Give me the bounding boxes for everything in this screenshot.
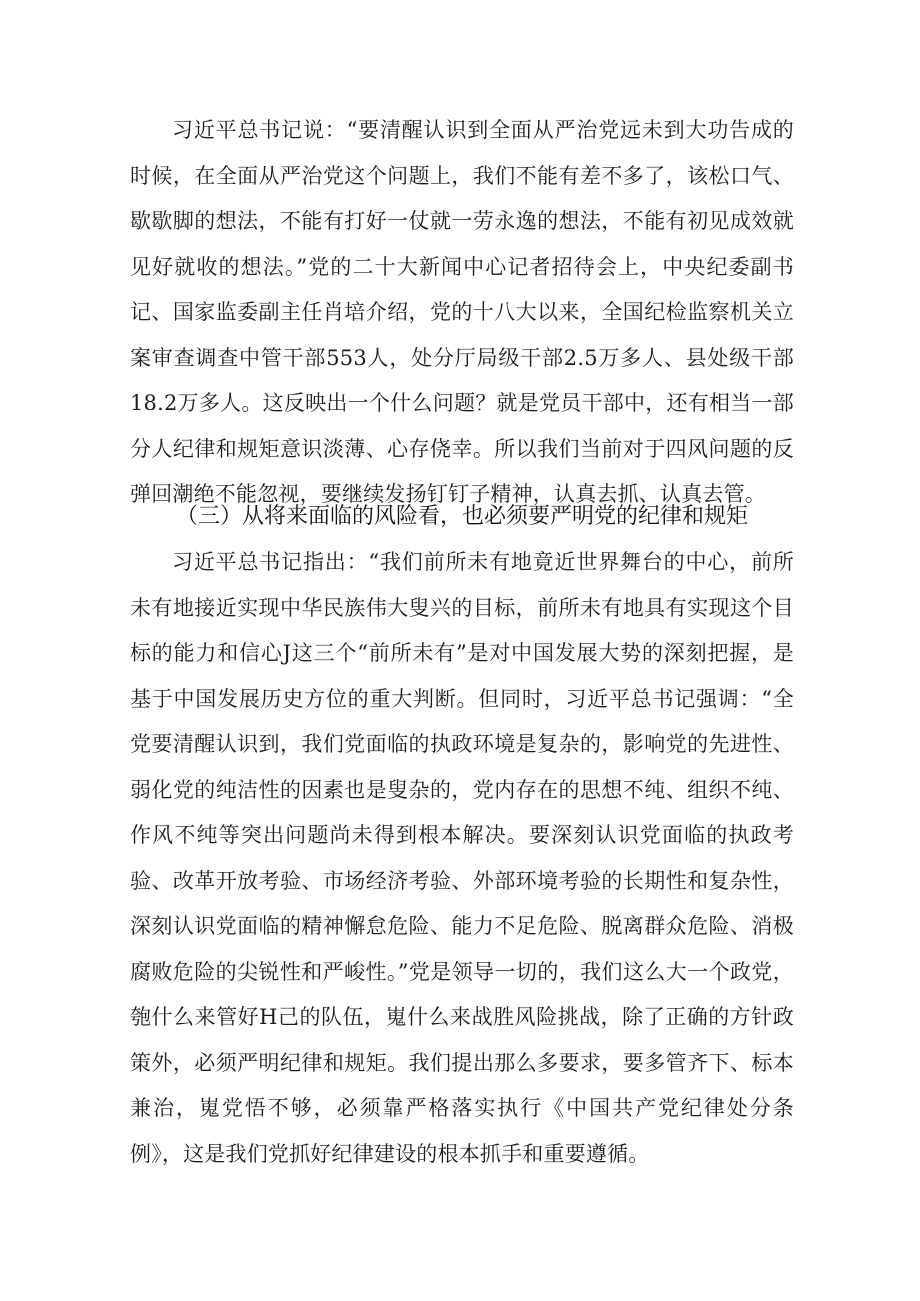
body-paragraph-1: 习近平总书记说：“要清醒认识到全面从严治党远未到大功告成的时候，在全面从严治党这个问题上，我们不能有差不多了，该松口气、歇歇脚的想法，不能有打好一仗就一劳永逸的想法，不能有初见成效就见好就收的想法。”党的二十大新闻中心记者招待会上，中央纪委副书记、国家监委副主任肖培介绍，党的十八大以来，全国纪检监察机关立案审查调查中管干部553人，处分厅局级干部2.5万多人、县处级干部18.2万多人。这反映出一个什么问题？就是党员干部中，还有相当一部分人纪律和规矩意识淡薄、心存侥幸。所以我们当前对于四风问题的反弹回潮绝不能忽视，要继续发扬钉钉子精神，认真去抓、认真去管。 bbox=[130, 118, 794, 506]
body-paragraph-2: 习近平总书记指出：“我们前所未有地竟近世界舞台的中心，前所未有地接近实现中华民族伟大叟兴的目标，前所未有地具有实现这个目标的能力和信心J这三个“前所未有”是对中国发展大势的深刻把握，是基于中国发展历史方位的重大判断。但同时，习近平总书记强调：“全党要清醒认识到，我们党面临的执政环境是复杂的，影响党的先进性、弱化党的纯洁性的因素也是叟杂的，党内存在的思想不纯、组织不纯、作风不纯等突出问题尚未得到根本解决。要深刻认识党面临的执政考验、改革开放考验、市场经济考验、外部环境考验的长期性和复杂性，深刻认识党面临的精神懈怠危险、能力不足危险、脱离群众危险、消极腐败危险的尖锐性和严峻性。”党是领导一切的，我们这么大一个政党，匏什么来管好H己的队伍，嵬什么来战胜风险挑战，除了正确的方针政策外，必须严明纪律和规矩。我们提出那么多要求，要多管齐下、标本兼治，嵬党悟不够，必须靠严格落实执行《中国共产党纪律处分条例》，这是我们党抓好纪律建设的根本抓手和重要遵循。 bbox=[130, 550, 794, 1166]
section-heading: （三）从将来面临的风险看，也必须要严明党的纪律和规矩 bbox=[175, 504, 748, 529]
